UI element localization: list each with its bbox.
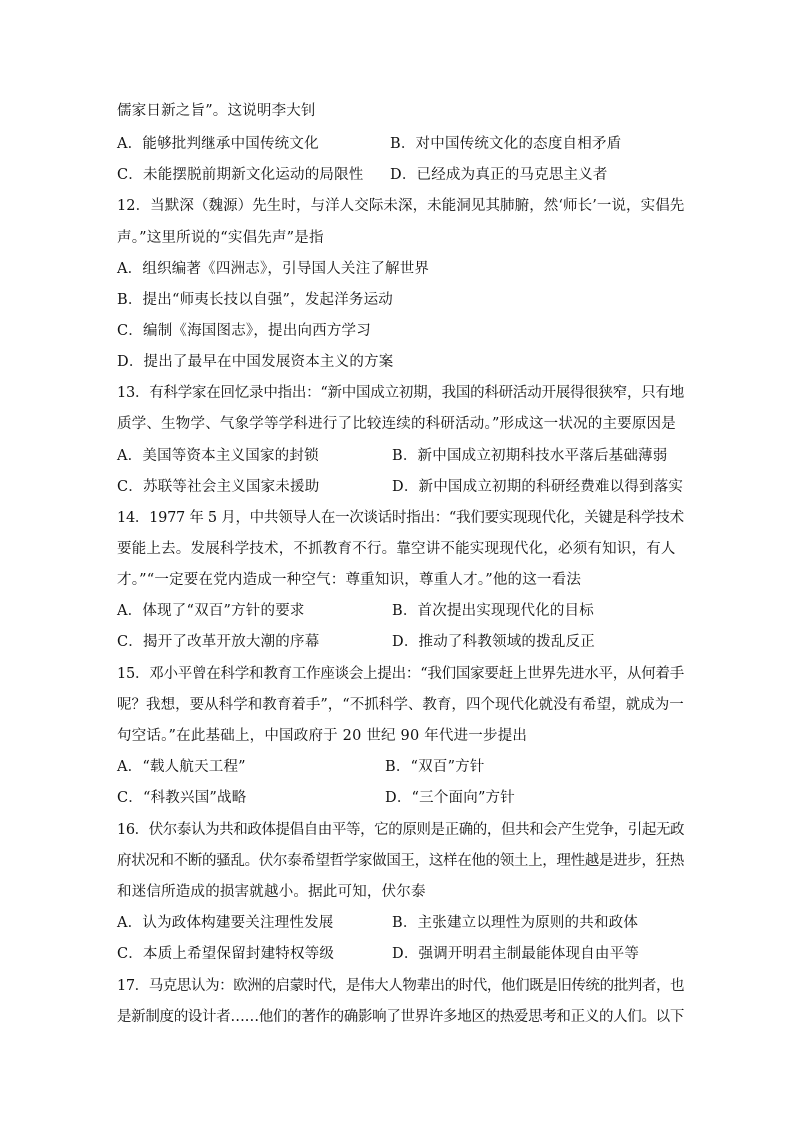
option-b: B．首次提出实现现代化的目标 (392, 603, 594, 619)
option-b: B．提出“师夷长技以自强”，发起洋务运动 (117, 292, 393, 308)
question-15-stem: 15．邓小平曾在科学和教育工作座谈会上提出：“我们国家要赶上世界先进水平，从何着手 (117, 666, 685, 682)
option-a: A．组织编著《四洲志》，引导国人关注了解世界 (117, 261, 430, 277)
text-line: 儒家日新之旨”。这说明李大钊 (117, 103, 316, 119)
option-c: C．揭开了改革开放大潮的序幕 (117, 634, 320, 650)
option-a: A．体现了“双百”方针的要求 (117, 603, 305, 619)
question-12-stem: 声。”这里所说的“实倡先声”是指 (117, 230, 324, 246)
option-a: A．能够批判继承中国传统文化 (117, 136, 319, 152)
question-12-stem: 12．当默深（魏源）先生时，与洋人交际未深，未能洞见其肺腑，然‘师长’一说，实倡先 (117, 198, 685, 214)
option-c: C．未能摆脱前期新文化运动的局限性 (117, 167, 364, 183)
option-d: D．提出了最早在中国发展资本主义的方案 (117, 354, 394, 370)
option-b: B．对中国传统文化的态度自相矛盾 (390, 136, 622, 152)
option-c: C．本质上希望保留封建特权等级 (117, 946, 335, 962)
question-16-stem: 16．伏尔泰认为共和政体提倡自由平等，它的原则是正确的，但共和会产生党争，引起无政 (117, 822, 685, 838)
question-15-stem: 句空话。”在此基础上，中国政府于 20 世纪 90 年代进一步提出 (117, 728, 528, 744)
option-d: D．新中国成立初期的科研经费难以得到落实 (392, 479, 684, 495)
question-16-stem: 府状况和不断的骚乱。伏尔泰希望哲学家做国王，这样在他的领土上，理性越是进步，狂热 (117, 853, 684, 869)
question-14-stem: 才。”“一定要在党内造成一种空气：尊重知识，尊重人才。”他的这一看法 (117, 572, 582, 588)
question-15-stem: 呢？我想，要从科学和教育着手”，“不抓科学、教育，四个现代化就没有希望，就成为一 (117, 697, 684, 713)
question-16-stem: 和迷信所造成的损害就越小。据此可知，伏尔泰 (117, 884, 426, 900)
option-b: B．新中国成立初期科技水平落后基础薄弱 (392, 448, 668, 464)
option-c: C．“科教兴国”战略 (117, 790, 247, 806)
option-d: D．强调开明君主制最能体现自由平等 (392, 946, 640, 962)
question-14-stem: 要能上去。发展科学技术，不抓教育不行。靠空讲不能实现现代化，必须有知识，有人 (117, 541, 676, 557)
option-c: C．编制《海国图志》，提出向西方学习 (117, 323, 371, 339)
option-b: B．主张建立以理性为原则的共和政体 (392, 915, 639, 931)
option-a: A．“载人航天工程” (117, 759, 246, 775)
question-17-stem: 是新制度的设计者……他们的著作的确影响了世界许多地区的热爱思考和正义的人们。以下 (117, 1009, 684, 1025)
question-13-stem: 质学、生物学、气象学等学科进行了比较连续的科研活动。”形成这一状况的主要原因是 (117, 416, 676, 432)
question-13-stem: 13．有科学家在回忆录中指出：“新中国成立初期，我国的科研活动开展得很狭窄，只有地 (117, 385, 685, 401)
question-14-stem: 14．1977 年 5 月，中共领导人在一次谈话时指出：“我们要实现现代化，关键是科学技术 (117, 510, 684, 526)
option-d: D．推动了科教领域的拨乱反正 (392, 634, 595, 650)
option-d: D．“三个面向”方针 (385, 790, 515, 806)
option-d: D．已经成为真正的马克思主义者 (390, 167, 608, 183)
option-c: C．苏联等社会主义国家未援助 (117, 479, 320, 495)
option-b: B．“双百”方针 (385, 759, 485, 775)
option-a: A．美国等资本主义国家的封锁 (117, 448, 319, 464)
option-a: A．认为政体构建要关注理性发展 (117, 915, 334, 931)
question-17-stem: 17．马克思认为：欧洲的启蒙时代，是伟大人物辈出的时代，他们既是旧传统的批判者，也 (117, 978, 685, 994)
